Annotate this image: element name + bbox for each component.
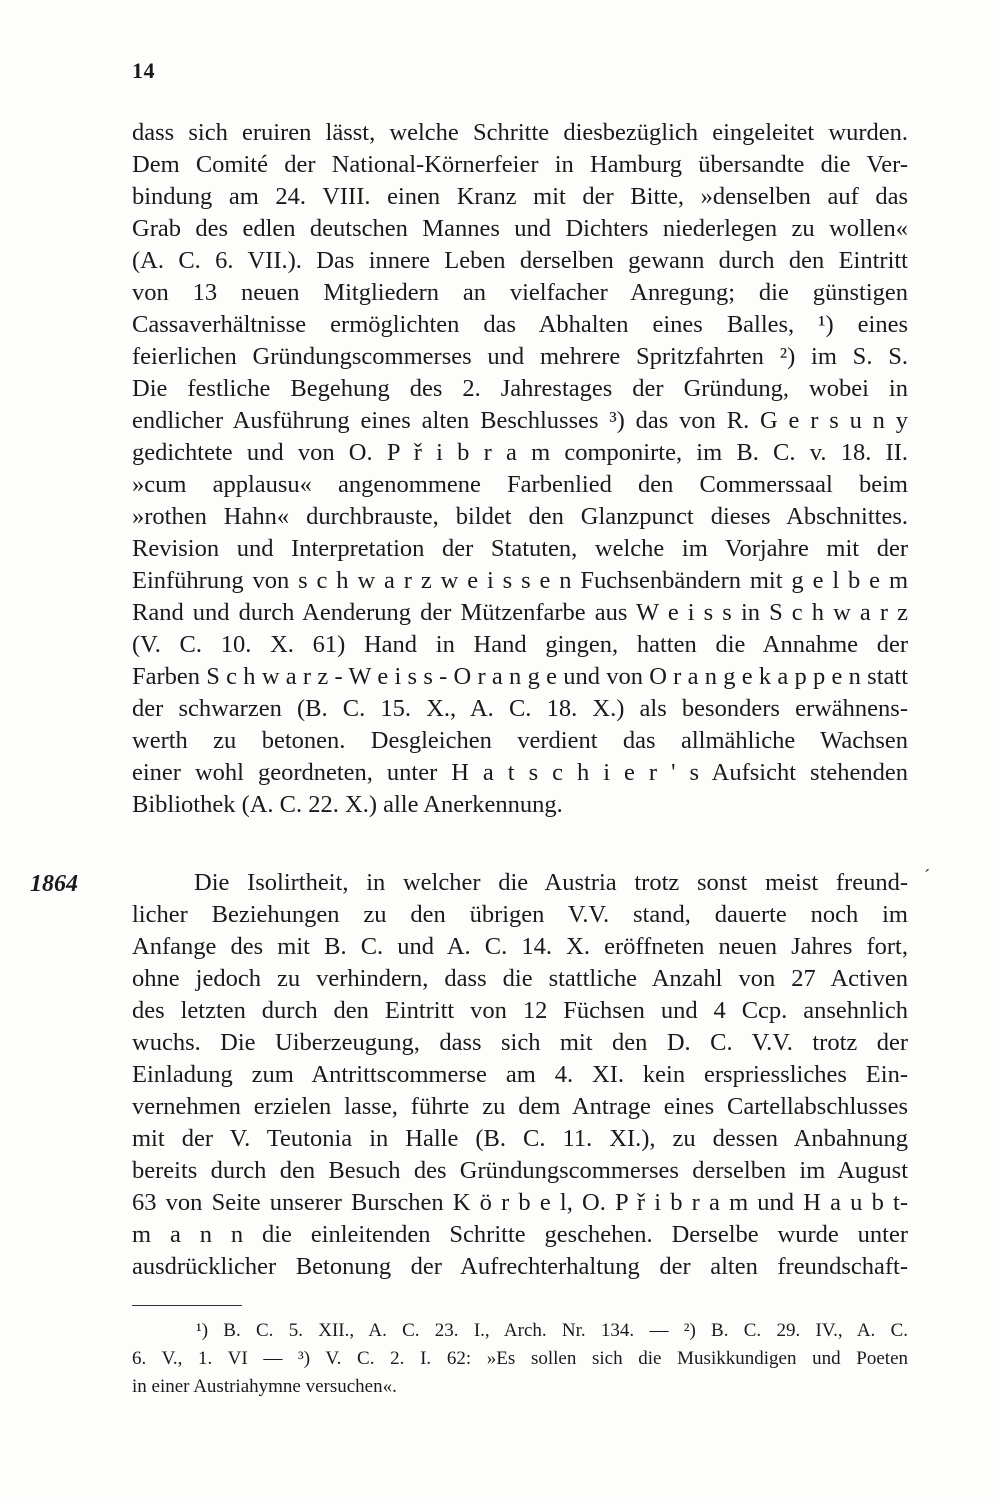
footnote-divider (132, 1305, 242, 1306)
page-number: 14 (132, 58, 155, 83)
text-line: bereits durch den Besuch des Gründungscommerses derselben im August (132, 1157, 908, 1184)
text-line: endlicher Ausführung eines alten Beschlusses ³) das von R. G e r s u n y (132, 407, 908, 434)
text-line: ausdrücklicher Betonung der Aufrechterhaltung der alten freundschaft- (132, 1253, 908, 1280)
margin-mark: ´ (924, 866, 930, 886)
text-line: Anfange des mit B. C. und A. C. 14. X. eröffneten neuen Jahres fort, (132, 933, 908, 960)
text-line: vernehmen erzielen lasse, führte zu dem Antrage eines Cartellabschlusses (132, 1093, 908, 1120)
text-line: Farben S c h w a r z - W e i s s - O r a n g e und von O r a n g e k a p p e n statt (132, 663, 908, 690)
text-line: gedichtete und von O. P ř i b r a m componirte, im B. C. v. 18. II. (132, 439, 908, 466)
text-line: Revision und Interpretation der Statuten, welche im Vorjahre mit der (132, 535, 908, 562)
text-line: »rothen Hahn« durchbrauste, bildet den Glanzpunct dieses Abschnittes. (132, 503, 908, 530)
text-line: Cassaverhältnisse ermöglichten das Abhalten eines Balles, ¹) eines (132, 311, 908, 338)
text-line: einer wohl geordneten, unter H a t s c h i e r ' s Aufsicht stehenden (132, 759, 908, 786)
text-line: Einladung zum Antrittscommerse am 4. XI. kein erspriessliches Ein- (132, 1061, 908, 1088)
footnote-line: ¹) B. C. 5. XII., A. C. 23. I., Arch. Nr. 134. — ²) B. C. 29. IV., A. C. (196, 1320, 908, 1341)
paragraph-first-line: Die Isolirtheit, in welcher die Austria trotz sonst meist freund- (194, 869, 908, 896)
text-line: der schwarzen (B. C. 15. X., A. C. 18. X.) als besonders erwähnens- (132, 695, 908, 722)
text-line: 63 von Seite unserer Burschen K ö r b e l, O. P ř i b r a m und H a u b t- (132, 1189, 908, 1216)
text-line: ohne jedoch zu verhindern, dass die stattliche Anzahl von 27 Activen (132, 965, 908, 992)
text-line: Rand und durch Aenderung der Mützenfarbe aus W e i s s in S c h w a r z (132, 599, 908, 626)
text-line: feierlichen Gründungscommerses und mehrere Spritzfahrten ²) im S. S. (132, 343, 908, 370)
text-line: »cum applausu« angenommene Farbenlied den Commerssaal beim (132, 471, 908, 498)
text-line: Einführung von s c h w a r z w e i s s e n Fuchsenbändern mit g e l b e m (132, 567, 908, 594)
text-line: Dem Comité der National-Körnerfeier in Hamburg übersandte die Ver- (132, 151, 908, 178)
footnote-line: in einer Austriahymne versuchen«. (132, 1376, 397, 1397)
text-line: Grab des edlen deutschen Mannes und Dichters niederlegen zu wollen« (132, 215, 908, 242)
text-line: m a n n die einleitenden Schritte geschehen. Derselbe wurde unter (132, 1221, 908, 1248)
text-line: bindung am 24. VIII. einen Kranz mit der Bitte, »denselben auf das (132, 183, 908, 210)
text-line: dass sich eruiren lässt, welche Schritte diesbezüglich eingeleitet wurden. (132, 119, 908, 146)
text-line: von 13 neuen Mitgliedern an vielfacher Anregung; die günstigen (132, 279, 908, 306)
margin-year: 1864 (30, 871, 78, 897)
text-line: (V. C. 10. X. 61) Hand in Hand gingen, hatten die Annahme der (132, 631, 908, 658)
footnote-line: 6. V., 1. VI — ³) V. C. 2. I. 62: »Es sollen sich die Musikkundigen und Poeten (132, 1348, 908, 1369)
text-line: des letzten durch den Eintritt von 12 Füchsen und 4 Ccp. ansehnlich (132, 997, 908, 1024)
text-line: mit der V. Teutonia in Halle (B. C. 11. XI.), zu dessen Anbahnung (132, 1125, 908, 1152)
text-line: wuchs. Die Uiberzeugung, dass sich mit den D. C. V.V. trotz der (132, 1029, 908, 1056)
text-line: werth zu betonen. Desgleichen verdient das allmähliche Wachsen (132, 727, 908, 754)
text-line: (A. C. 6. VII.). Das innere Leben derselben gewann durch den Eintritt (132, 247, 908, 274)
text-line: Bibliothek (A. C. 22. X.) alle Anerkennung. (132, 791, 563, 818)
text-line: Die festliche Begehung des 2. Jahrestages der Gründung, wobei in (132, 375, 908, 402)
text-line: licher Beziehungen zu den übrigen V.V. stand, dauerte noch im (132, 901, 908, 928)
